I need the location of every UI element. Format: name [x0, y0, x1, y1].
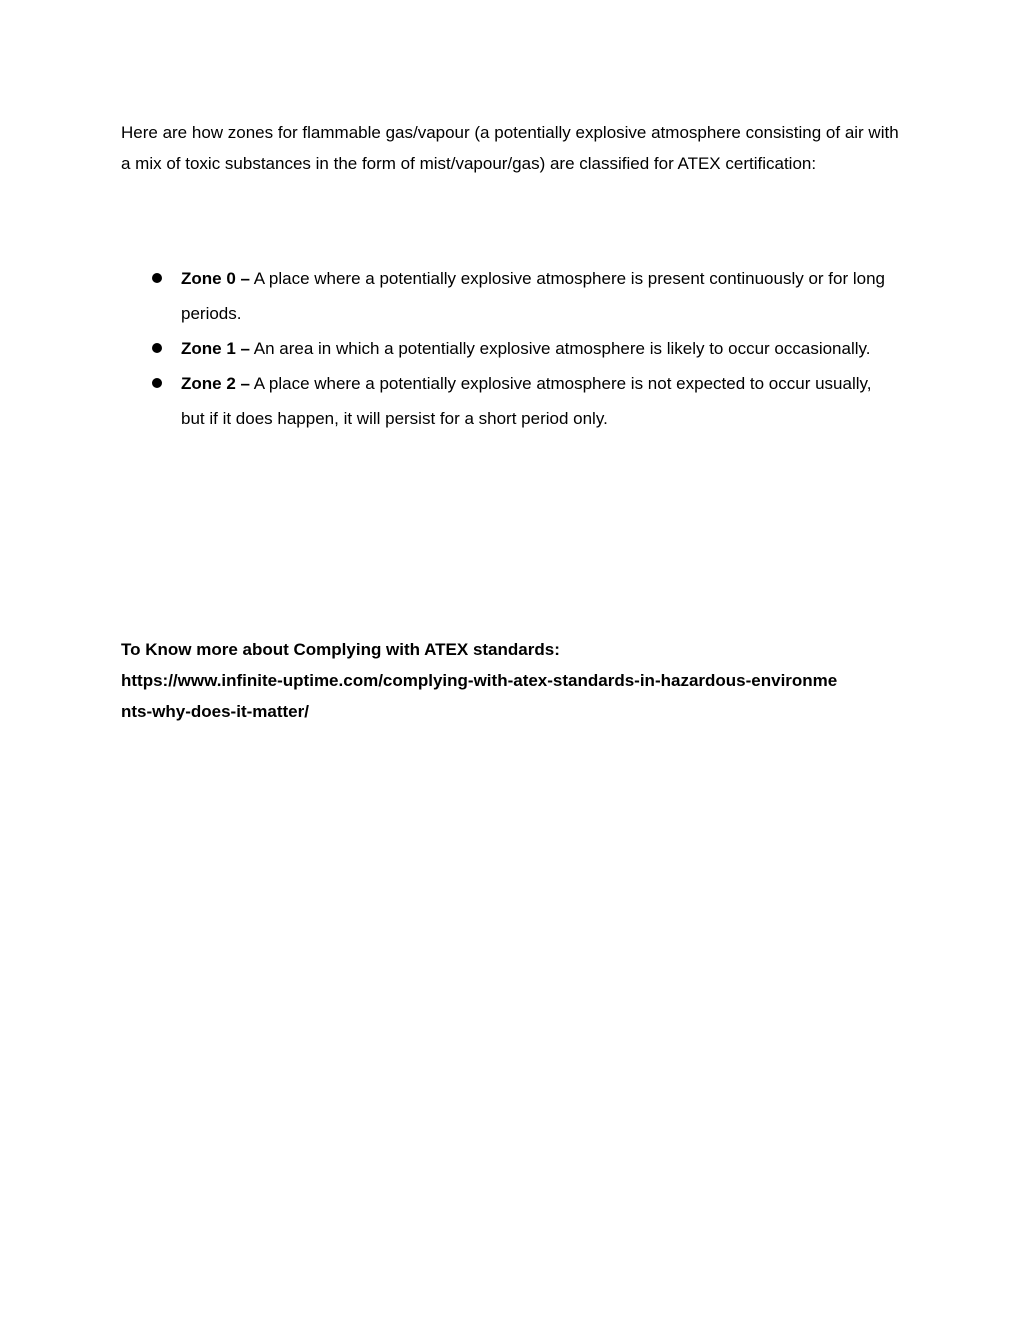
- list-item: [0, 331, 896, 366]
- more-info-section: [121, 634, 911, 727]
- more-info-url-line-1: https://www.infinite-uptime.com/complying-with-atex-standards-in-hazardous-environme: [121, 671, 838, 690]
- bullet-icon: [152, 378, 162, 388]
- zone-label: Zone 1 –: [181, 339, 250, 358]
- more-info-heading: To Know more about Complying with ATEX standards:: [121, 640, 560, 659]
- more-info-url-line-2: nts-why-does-it-matter/: [121, 702, 309, 721]
- bullet-icon: [152, 343, 162, 353]
- zone-description: A place where a potentially explosive atmosphere is not expected to occur usually, but if it does happen, it will persist for a short period only.: [181, 374, 872, 428]
- zone-description: An area in which a potentially explosive atmosphere is likely to occur occasionally.: [249, 339, 871, 358]
- zone-label: Zone 0 –: [181, 269, 250, 288]
- zone-list: [0, 261, 1024, 436]
- zone-label: Zone 2 –: [181, 374, 250, 393]
- intro-paragraph: Here are how zones for flammable gas/vapour (a potentially explosive atmosphere consisting of air with a mix of toxic substances in the form of mist/vapour/gas) are classified for ATEX certification:: [121, 123, 899, 173]
- list-item: [0, 366, 896, 436]
- list-item: [0, 261, 896, 331]
- bullet-icon: [152, 273, 162, 283]
- zone-description: A place where a potentially explosive atmosphere is present continuously or for long periods.: [181, 269, 886, 323]
